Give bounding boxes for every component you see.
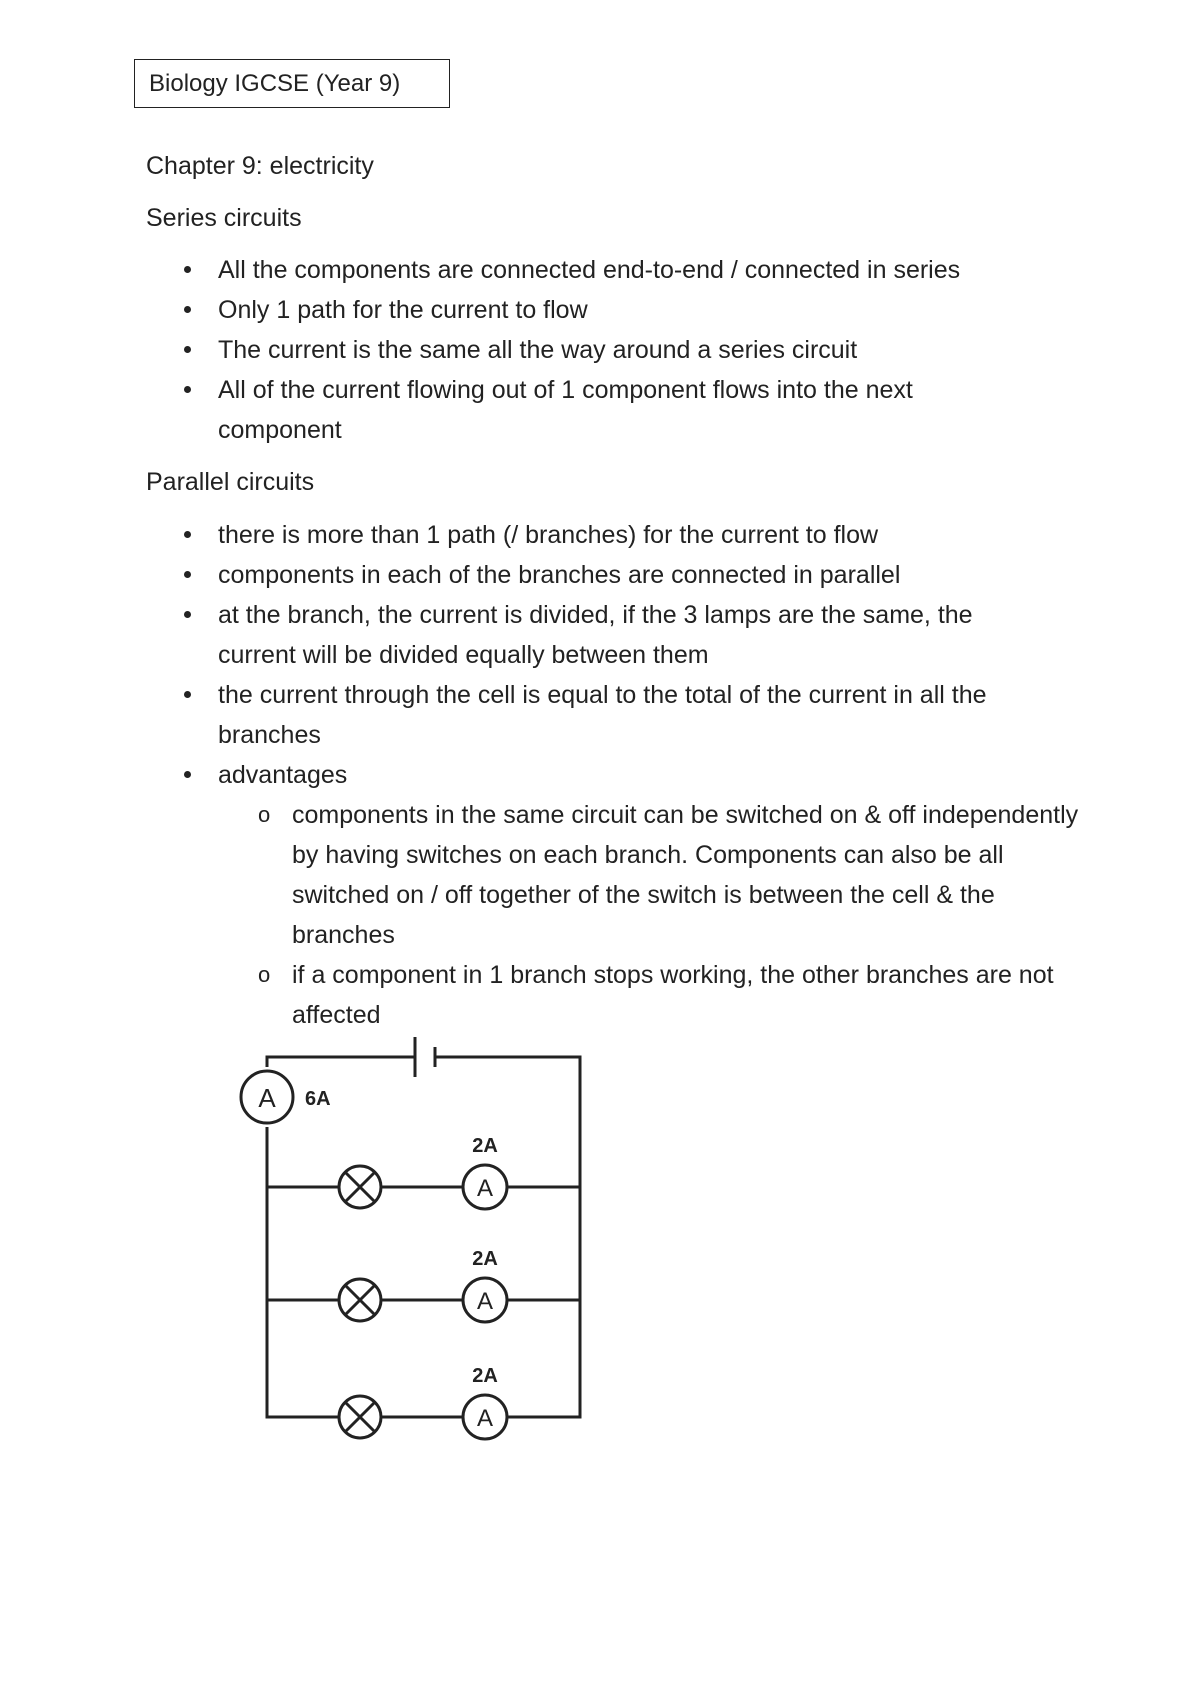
parallel-circuit-diagram xyxy=(210,1032,690,1452)
series-bullet-list xyxy=(146,250,1068,450)
left-wire xyxy=(267,1127,340,1417)
list-item: Only 1 path for the current to flow xyxy=(146,290,1068,330)
list-item: the current through the cell is equal to the total of the current in all the branches xyxy=(146,675,1078,755)
lamp-icon xyxy=(339,1396,381,1438)
branch-ammeter-3 xyxy=(463,1395,507,1439)
list-item: All the components are connected end-to-end / connected in series xyxy=(146,250,1068,290)
ammeter-symbol: A xyxy=(476,1288,494,1315)
main-ammeter xyxy=(241,1071,293,1123)
branch-current-label: 2A xyxy=(472,1135,498,1157)
list-item xyxy=(146,755,1068,795)
page-title: Biology IGCSE (Year 9) xyxy=(134,59,450,108)
ammeter-symbol: A xyxy=(258,1083,276,1113)
list-item: components in each of the branches are connected in parallel xyxy=(146,555,1068,595)
advantage-text: if a component in 1 branch stops working, the other branches are not affected xyxy=(292,961,1054,1029)
chapter-heading: Chapter 9: electricity xyxy=(146,152,374,180)
ammeter-symbol: A xyxy=(476,1175,494,1202)
list-item xyxy=(146,955,1082,1035)
series-heading: Series circuits xyxy=(146,204,302,232)
main-current-label: 6A xyxy=(305,1088,331,1110)
list-item: The current is the same all the way around a series circuit xyxy=(146,330,1068,370)
advantages-label: advantages xyxy=(218,761,348,789)
list-item: All of the current flowing out of 1 component flows into the next component xyxy=(146,370,998,450)
branch-current-label: 2A xyxy=(472,1248,498,1270)
branch-ammeter-1 xyxy=(463,1165,507,1209)
parallel-bullet-list xyxy=(146,515,1078,795)
list-item xyxy=(146,795,1082,955)
list-item: at the branch, the current is divided, if the 3 lamps are the same, the current will be divided equally between them xyxy=(146,595,1048,675)
lamp-icon xyxy=(339,1279,381,1321)
advantage-text: components in the same circuit can be switched on & off independently by having switches on each branch. Components can also be all switched on / off together of the switch is between the cell & the branches xyxy=(292,801,1079,949)
advantages-list xyxy=(146,795,1082,1035)
branch-current-label: 2A xyxy=(472,1365,498,1387)
lamp-icon xyxy=(339,1166,381,1208)
ammeter-symbol: A xyxy=(476,1405,494,1432)
branch-ammeter-2 xyxy=(463,1278,507,1322)
list-item: there is more than 1 path (/ branches) for the current to flow xyxy=(146,515,1068,555)
parallel-heading: Parallel circuits xyxy=(146,468,315,496)
